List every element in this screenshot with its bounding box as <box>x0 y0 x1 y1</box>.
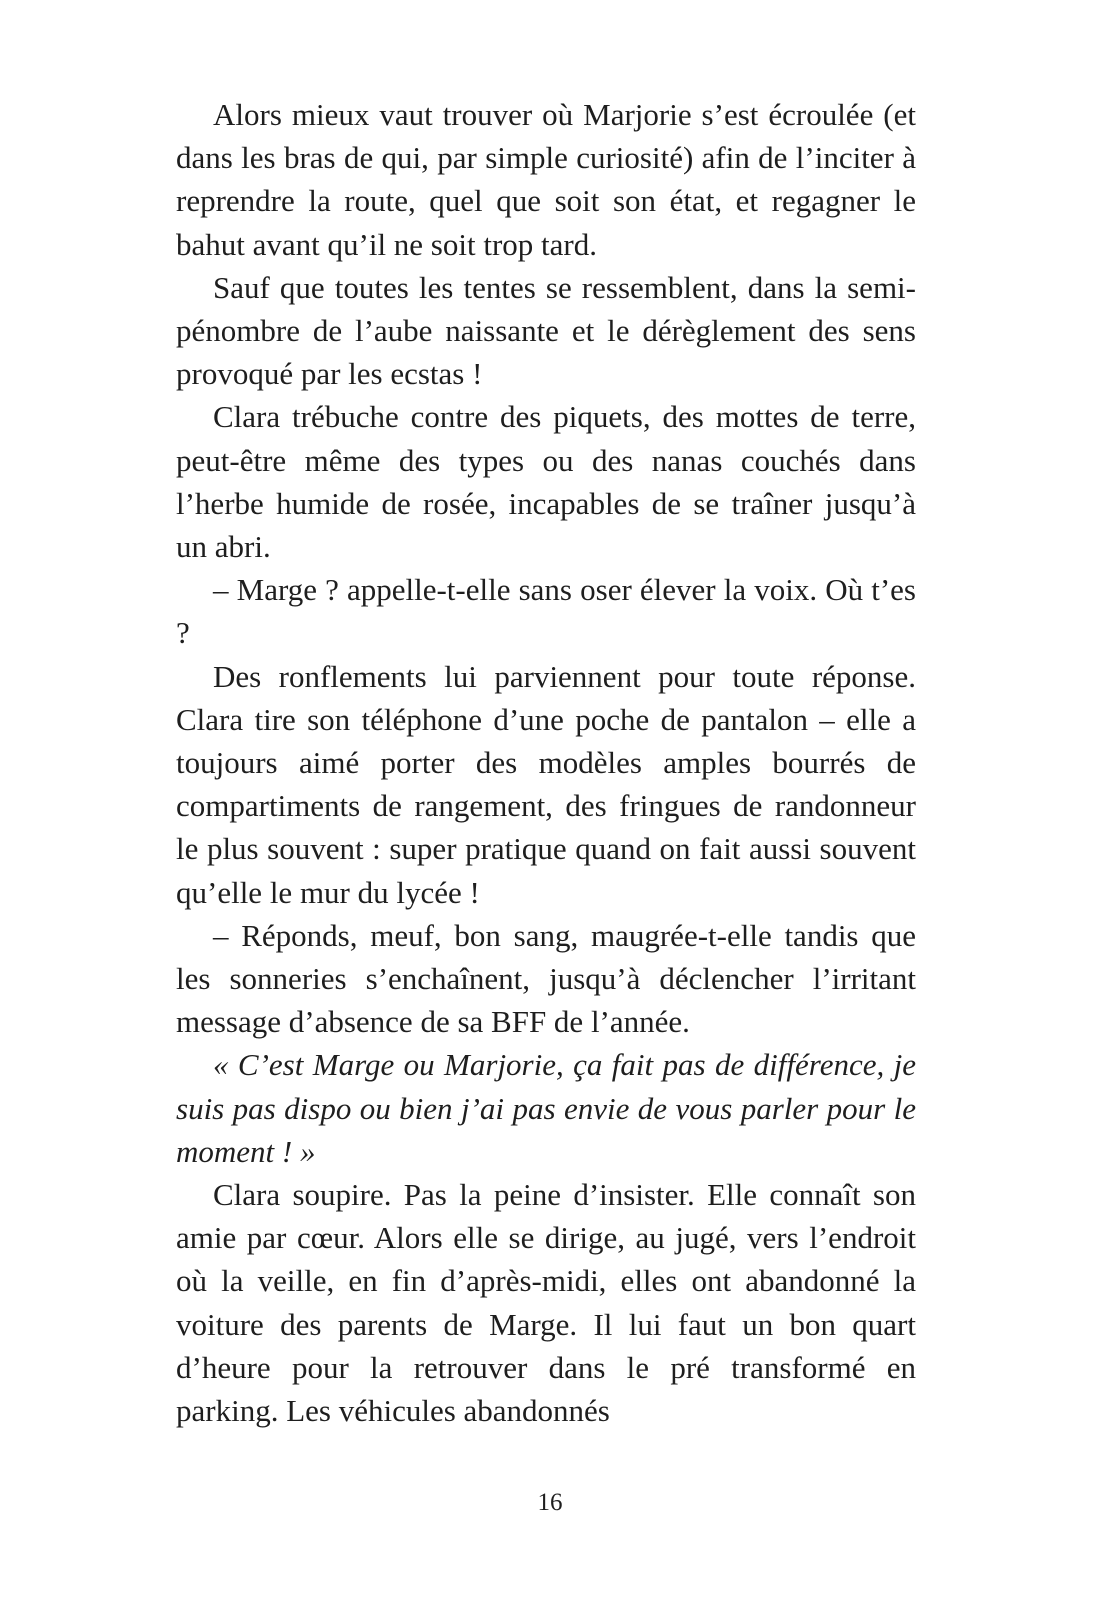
paragraph: Sauf que toutes les tentes se ressemblent, dans la semi-pénombre de l’aube naissante et le dérèglement des sens provoqué par les ecstas ! <box>176 269 916 392</box>
paragraph: Clara soupire. Pas la peine d’insister. Elle connaît son amie par cœur. Alors elle se dirige, au jugé, vers l’endroit où la veille, en fin d’après-midi, elles ont abandonné la voiture des parents de Marge. Il lui faut un bon quart d’heure pour la retrouver dans le pré transformé en parking. Les véhicules abandonnés <box>176 1177 916 1429</box>
dialogue-line: – Réponds, meuf, bon sang, maugrée-t-elle tandis que les sonneries s’enchaînent, jusqu’à déclencher l’irritant message d’absence de sa BFF de l’année. <box>176 917 916 1040</box>
paragraph: Clara trébuche contre des piquets, des mottes de terre, peut-être même des types ou des nanas couchés dans l’herbe humide de rosée, incapables de se traîner jusqu’à un abri. <box>176 399 916 565</box>
dialogue-line: – Marge ? appelle-t-elle sans oser élever la voix. Où t’es ? <box>176 572 916 651</box>
paragraph: Des ronflements lui parviennent pour toute réponse. Clara tire son téléphone d’une poche de pantalon – elle a toujours aimé porter des modèles amples bourrés de compartiments de rangement, des fringues de randonneur le plus souvent : super pratique quand on fait aussi souvent qu’elle le mur du lycée ! <box>176 658 916 910</box>
voicemail-quote: « C’est Marge ou Marjorie, ça fait pas de différence, je suis pas dispo ou bien j’ai pas envie de vous parler pour le moment ! » <box>176 1047 916 1169</box>
body-text <box>176 93 916 1432</box>
page-number: 16 <box>537 1489 563 1516</box>
paragraph: Alors mieux vaut trouver où Marjorie s’est écroulée (et dans les bras de qui, par simple curiosité) afin de l’inciter à reprendre la route, quel que soit son état, et regagner le bahut avant qu’il ne soit trop tard. <box>176 97 916 262</box>
